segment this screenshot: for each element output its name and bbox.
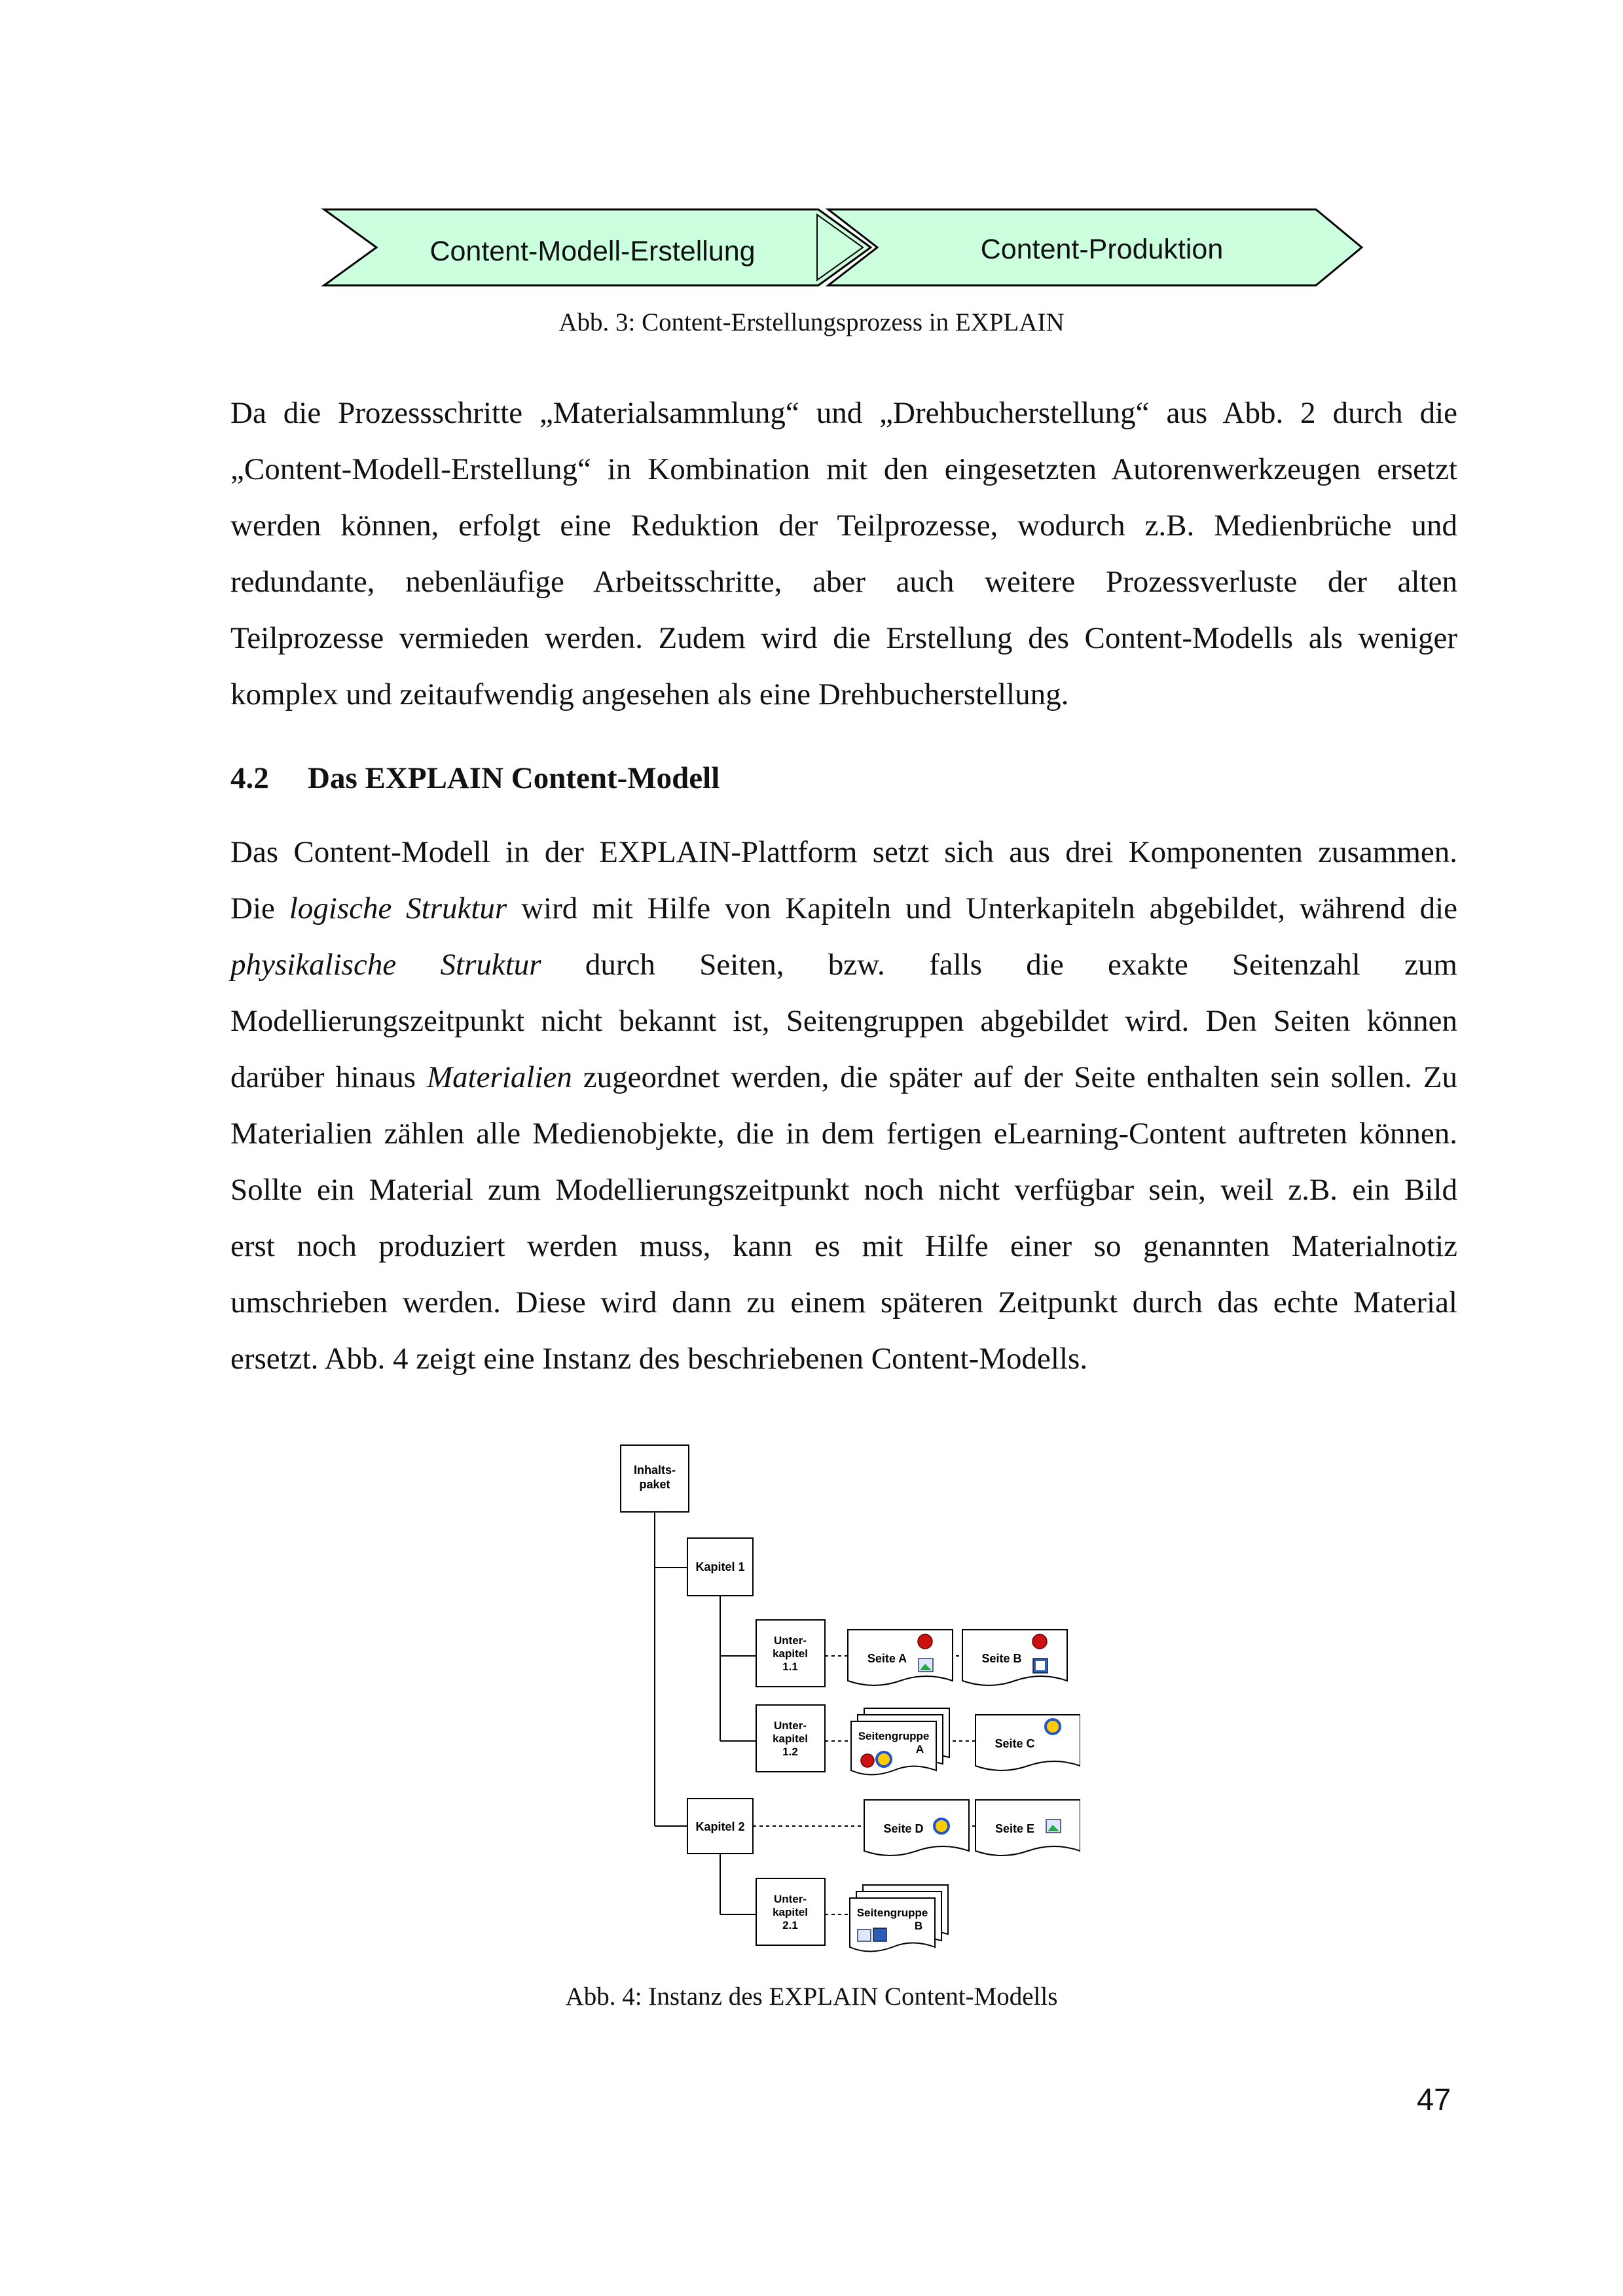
para2-line-2: Die logische Struktur wird mit Hilfe von Kapiteln und Unterkapiteln abgebildet, während die	[230, 891, 1457, 925]
svg-text:Seite A: Seite A	[867, 1652, 907, 1665]
node-unterkapitel-2-1	[756, 1878, 825, 1945]
node-seitengruppe-b	[850, 1885, 948, 1952]
svg-text:2.1: 2.1	[782, 1919, 798, 1931]
material-note-icon	[1032, 1634, 1047, 1649]
svg-text:Seite C: Seite C	[994, 1737, 1035, 1750]
section-heading	[230, 761, 720, 796]
step1-label: Content-Modell-Erstellung	[429, 236, 756, 267]
para2-line-5: darüber hinaus Materialien zugeordnet werden, die später auf der Seite enthalten sein sollen. Zu	[230, 1060, 1457, 1094]
svg-text:Kapitel 1: Kapitel 1	[695, 1560, 745, 1573]
svg-text:Unter-: Unter-	[773, 1893, 807, 1905]
node-seitengruppe-a	[851, 1708, 949, 1775]
svg-text:Unter-: Unter-	[773, 1634, 807, 1647]
media-icon	[934, 1819, 949, 1833]
media-icon	[877, 1752, 891, 1767]
svg-text:B: B	[914, 1920, 923, 1932]
step2-label: Content-Produktion	[980, 234, 1224, 265]
node-unterkapitel-1-1	[756, 1620, 825, 1687]
para1-line-5: Teilprozesse vermieden werden. Zudem wird die Erstellung des Content-Modells als weniger	[230, 621, 1457, 655]
svg-text:Seitengruppe: Seitengruppe	[856, 1907, 928, 1919]
media-icon	[1046, 1719, 1060, 1734]
para2-line-7: Sollte ein Material zum Modellierungszeitpunkt noch nicht verfügbar sein, weil z.B. ein Bild	[230, 1173, 1457, 1207]
svg-text:1.1: 1.1	[782, 1660, 798, 1673]
para2-line-9: umschrieben werden. Diese wird dann zu einem späteren Zeitpunkt durch das echte Material	[230, 1285, 1457, 1319]
paragraph-1	[230, 385, 1457, 723]
paragraph-2	[230, 824, 1457, 1387]
node-kapitel-1	[687, 1538, 753, 1596]
para2-line-3: physikalische Struktur durch Seiten, bzw. falls die exakte Seitenzahl zum	[230, 948, 1457, 982]
para1-line-6: komplex und zeitaufwendig angesehen als eine Drehbucherstellung.	[230, 677, 1069, 711]
para2-line-10: ersetzt. Abb. 4 zeigt eine Instanz des beschriebenen Content-Modells.	[230, 1342, 1088, 1376]
para1-line-2: „Content-Modell-Erstellung“ in Kombination mit den eingesetzten Autorenwerkzeugen ersetzt	[230, 452, 1457, 486]
svg-text:Kapitel 2: Kapitel 2	[695, 1820, 745, 1833]
para2-line-6: Materialien zählen alle Medienobjekte, die in dem fertigen eLearning-Content auftreten können.	[230, 1117, 1457, 1151]
term-physikalische-struktur: physikalische Struktur	[230, 948, 541, 982]
svg-text:kapitel: kapitel	[773, 1647, 808, 1660]
para1-line-1: Da die Prozessschritte „Materialsammlung“ und „Drehbucherstellung“ aus Abb. 2 durch die	[230, 396, 1457, 430]
section-number: 4.2	[230, 761, 269, 795]
content-model-diagram	[609, 1440, 1080, 1964]
node-seite-e	[976, 1800, 1080, 1856]
node-kapitel-2	[687, 1799, 753, 1854]
svg-text:Unter-: Unter-	[773, 1719, 807, 1732]
svg-text:kapitel: kapitel	[773, 1732, 808, 1745]
term-logische-struktur: logische Struktur	[289, 891, 507, 925]
svg-text:1.2: 1.2	[782, 1746, 798, 1758]
term-materialien: Materialien	[426, 1060, 572, 1094]
word-document-icon	[873, 1928, 886, 1941]
process-diagram	[314, 203, 1375, 295]
svg-text:Seite D: Seite D	[883, 1822, 924, 1835]
para2-line-1: Das Content-Modell in der EXPLAIN-Plattform setzt sich aus drei Komponenten zusammen.	[230, 835, 1457, 869]
svg-text:paket: paket	[639, 1478, 670, 1491]
para1-line-4: redundante, nebenläufige Arbeitsschritte, aber auch weitere Prozessverluste der alten	[230, 565, 1457, 599]
para1-line-3: werden können, erfolgt eine Reduktion der Teilprozesse, wodurch z.B. Medienbrüche und	[230, 509, 1457, 543]
svg-text:kapitel: kapitel	[773, 1906, 808, 1918]
svg-text:Seite E: Seite E	[994, 1822, 1035, 1835]
material-note-icon	[918, 1634, 932, 1649]
node-unterkapitel-1-2	[756, 1705, 825, 1772]
svg-text:Seite B: Seite B	[981, 1652, 1022, 1665]
section-title: Das EXPLAIN Content-Modell	[308, 761, 720, 795]
dashed-links	[753, 1656, 976, 1914]
para2-line-4: Modellierungszeitpunkt nicht bekannt ist, Seitengruppen abgebildet wird. Den Seiten können	[230, 1004, 1457, 1038]
node-seite-b	[962, 1630, 1067, 1685]
svg-text:Seitengruppe: Seitengruppe	[858, 1730, 930, 1742]
svg-text:Inhalts-: Inhalts-	[633, 1463, 676, 1477]
node-seite-d	[864, 1800, 969, 1856]
image-icon	[858, 1929, 871, 1941]
material-note-icon	[861, 1754, 874, 1767]
node-inhaltspaket	[621, 1445, 689, 1512]
figure3-caption: Abb. 3: Content-Erstellungsprozess in EXPLAIN	[558, 308, 1065, 336]
node-seite-a	[848, 1630, 953, 1685]
figure4-caption: Abb. 4: Instanz des EXPLAIN Content-Modells	[565, 1982, 1058, 2011]
para2-line-8: erst noch produziert werden muss, kann es mit Hilfe einer so genannten Materialnotiz	[230, 1229, 1457, 1263]
page-number: 47	[1417, 2082, 1451, 2117]
node-seite-c	[976, 1715, 1080, 1770]
svg-text:A: A	[915, 1743, 924, 1755]
